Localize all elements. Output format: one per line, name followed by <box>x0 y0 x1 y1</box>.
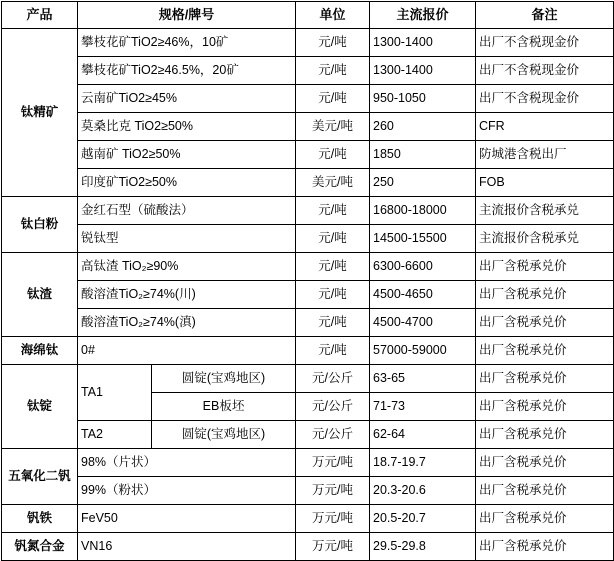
spec-cell: 印度矿TiO2≥50% <box>78 169 296 197</box>
table-header <box>2 2 614 29</box>
price-cell: 18.7-19.7 <box>370 449 476 477</box>
remark-cell: 出厂含税承兑价 <box>476 309 614 337</box>
table-row <box>2 477 614 505</box>
unit-cell: 元/吨 <box>296 85 370 113</box>
price-cell: 950-1050 <box>370 85 476 113</box>
spec-cell: 锐钛型 <box>78 225 296 253</box>
remark-cell: 主流报价含税承兑 <box>476 225 614 253</box>
product-name-cell: 钒氮合金 <box>2 533 78 561</box>
remark-cell: 出厂含税承兑价 <box>476 505 614 533</box>
remark-cell: CFR <box>476 113 614 141</box>
remark-cell: 出厂含税承兑价 <box>476 365 614 393</box>
spec-cell: 99%（粉状） <box>78 477 296 505</box>
table-row <box>2 141 614 169</box>
remark-cell: 出厂含税承兑价 <box>476 449 614 477</box>
unit-cell: 元/吨 <box>296 253 370 281</box>
remark-cell: 防城港含税出厂 <box>476 141 614 169</box>
table-row <box>2 197 614 225</box>
spec-grade-cell: TA1 <box>78 365 152 421</box>
unit-cell: 元/吨 <box>296 309 370 337</box>
spec-cell: 云南矿TiO2≥45% <box>78 85 296 113</box>
product-name-cell: 钛白粉 <box>2 197 78 253</box>
remark-cell: FOB <box>476 169 614 197</box>
remark-cell: 出厂不含税现金价 <box>476 57 614 85</box>
unit-cell: 元/公斤 <box>296 393 370 421</box>
price-cell: 1850 <box>370 141 476 169</box>
unit-cell: 元/公斤 <box>296 365 370 393</box>
price-cell: 260 <box>370 113 476 141</box>
price-cell: 20.3-20.6 <box>370 477 476 505</box>
price-cell: 1300-1400 <box>370 57 476 85</box>
spec-cell: 莫桑比克 TiO2≥50% <box>78 113 296 141</box>
price-cell: 250 <box>370 169 476 197</box>
product-name-cell: 海绵钛 <box>2 337 78 365</box>
price-cell: 1300-1400 <box>370 29 476 57</box>
table-row <box>2 169 614 197</box>
table-row <box>2 421 614 449</box>
product-name-cell: 五氧化二钒 <box>2 449 78 505</box>
remark-cell: 出厂含税承兑价 <box>476 253 614 281</box>
remark-cell: 出厂含税承兑价 <box>476 477 614 505</box>
unit-cell: 元/吨 <box>296 29 370 57</box>
remark-cell: 主流报价含税承兑 <box>476 197 614 225</box>
remark-cell: 出厂不含税现金价 <box>476 29 614 57</box>
price-cell: 6300-6600 <box>370 253 476 281</box>
table-row <box>2 225 614 253</box>
table-row <box>2 533 614 561</box>
spec-cell: 0# <box>78 337 296 365</box>
spec-cell: 酸溶渣TiO₂≥74%(川) <box>78 281 296 309</box>
spec-cell: 越南矿 TiO2≥50% <box>78 141 296 169</box>
remark-cell: 出厂含税承兑价 <box>476 337 614 365</box>
price-cell: 63-65 <box>370 365 476 393</box>
table-row <box>2 253 614 281</box>
product-name-cell: 钛渣 <box>2 253 78 337</box>
price-cell: 57000-59000 <box>370 337 476 365</box>
price-cell: 16800-18000 <box>370 197 476 225</box>
spec-form-cell: EB板坯 <box>152 393 296 421</box>
remark-cell: 出厂含税承兑价 <box>476 533 614 561</box>
table-row <box>2 281 614 309</box>
column-header-product: 产品 <box>2 2 78 29</box>
spec-form-cell: 圆锭(宝鸡地区) <box>152 421 296 449</box>
spec-cell: 98%（片状） <box>78 449 296 477</box>
price-cell: 29.5-29.8 <box>370 533 476 561</box>
header-row <box>2 2 614 29</box>
unit-cell: 元/吨 <box>296 337 370 365</box>
table-row <box>2 29 614 57</box>
spec-cell: 金红石型（硫酸法） <box>78 197 296 225</box>
column-header-price: 主流报价 <box>370 2 476 29</box>
table-row <box>2 309 614 337</box>
spec-cell: VN16 <box>78 533 296 561</box>
product-name-cell: 钛锭 <box>2 365 78 449</box>
price-cell: 62-64 <box>370 421 476 449</box>
unit-cell: 万元/吨 <box>296 533 370 561</box>
table-row <box>2 85 614 113</box>
table-row <box>2 113 614 141</box>
column-header-unit: 单位 <box>296 2 370 29</box>
spec-cell: 酸溶渣TiO₂≥74%(滇) <box>78 309 296 337</box>
unit-cell: 元/吨 <box>296 197 370 225</box>
unit-cell: 元/吨 <box>296 281 370 309</box>
column-header-spec: 规格/牌号 <box>78 2 296 29</box>
unit-cell: 美元/吨 <box>296 113 370 141</box>
table-row <box>2 365 614 393</box>
spec-grade-cell: TA2 <box>78 421 152 449</box>
price-cell: 71-73 <box>370 393 476 421</box>
remark-cell: 出厂含税承兑价 <box>476 421 614 449</box>
table-row <box>2 337 614 365</box>
table-row <box>2 505 614 533</box>
unit-cell: 万元/吨 <box>296 477 370 505</box>
table-body <box>2 29 614 561</box>
unit-cell: 元/吨 <box>296 225 370 253</box>
table-row <box>2 449 614 477</box>
remark-cell: 出厂含税承兑价 <box>476 281 614 309</box>
unit-cell: 万元/吨 <box>296 505 370 533</box>
product-name-cell: 钛精矿 <box>2 29 78 197</box>
remark-cell: 出厂不含税现金价 <box>476 85 614 113</box>
remark-cell: 出厂含税承兑价 <box>476 393 614 421</box>
spec-cell: 高钛渣 TiO₂≥90% <box>78 253 296 281</box>
unit-cell: 元/公斤 <box>296 421 370 449</box>
unit-cell: 元/吨 <box>296 141 370 169</box>
price-cell: 20.5-20.7 <box>370 505 476 533</box>
price-cell: 14500-15500 <box>370 225 476 253</box>
spec-form-cell: 圆锭(宝鸡地区) <box>152 365 296 393</box>
unit-cell: 元/吨 <box>296 57 370 85</box>
column-header-remark: 备注 <box>476 2 614 29</box>
unit-cell: 万元/吨 <box>296 449 370 477</box>
product-name-cell: 钒铁 <box>2 505 78 533</box>
price-table <box>1 1 614 561</box>
spec-cell: FeV50 <box>78 505 296 533</box>
table-row <box>2 57 614 85</box>
unit-cell: 美元/吨 <box>296 169 370 197</box>
spec-cell: 攀枝花矿TiO2≥46%，10矿 <box>78 29 296 57</box>
price-cell: 4500-4700 <box>370 309 476 337</box>
price-cell: 4500-4650 <box>370 281 476 309</box>
spec-cell: 攀枝花矿TiO2≥46.5%，20矿 <box>78 57 296 85</box>
